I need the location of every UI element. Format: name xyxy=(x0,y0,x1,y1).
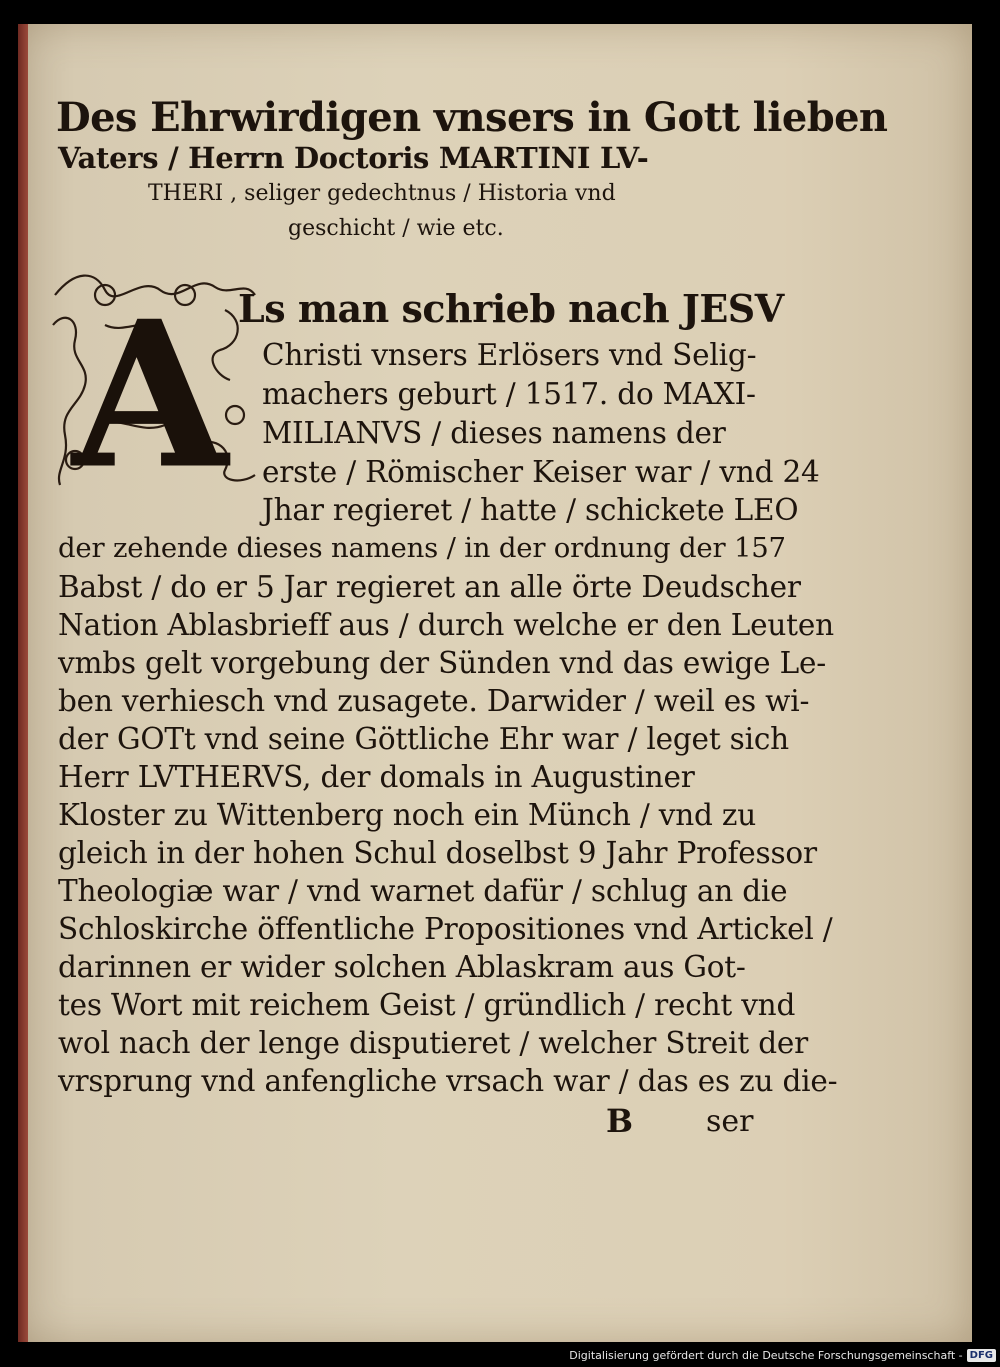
body-line-14: Kloster zu Wittenberg noch ein Münch / vnd zu xyxy=(58,798,757,832)
body-line-4: MILIANVS / dieses namens der xyxy=(262,416,726,450)
body-line-6: Jhar regieret / hatte / schickete LEO xyxy=(262,493,799,527)
body-line-5: erste / Römischer Keiser war / vnd 24 xyxy=(262,455,820,489)
body-line-8: Babst / do er 5 Jar regieret an alle örte Deudscher xyxy=(58,570,801,604)
heading-line-1: Des Ehrwirdigen vnsers in Gott lieben xyxy=(56,94,888,141)
body-line-10: vmbs gelt vorgebung der Sünden vnd das ewige Le- xyxy=(58,646,827,680)
body-line-18: darinnen er wider solchen Ablaskram aus Got- xyxy=(58,950,746,984)
heading-line-2: Vaters / Herrn Doctoris MARTINI LV- xyxy=(58,141,649,175)
body-line-19: tes Wort mit reichem Geist / gründlich / recht vnd xyxy=(58,988,796,1022)
drop-cap-letter: A xyxy=(72,278,228,490)
signature-mark: B xyxy=(606,1102,634,1140)
body-line-1: Ls man schrieb nach JESV xyxy=(238,286,784,331)
heading-line-3: THERI , seliger gedechtnus / Historia vnd xyxy=(148,181,616,206)
body-line-7: der zehende dieses namens / in der ordnung der 157 xyxy=(58,532,786,564)
catchword: ser xyxy=(706,1104,754,1139)
body-line-3: machers geburt / 1517. do MAXI- xyxy=(262,377,756,411)
body-line-20: wol nach der lenge disputieret / welcher Streit der xyxy=(58,1026,809,1060)
body-line-12: der GOTt vnd seine Göttliche Ehr war / leget sich xyxy=(58,722,789,756)
body-line-15: gleich in der hohen Schul doselbst 9 Jahr Professor xyxy=(58,836,817,870)
credit-text: Digitalisierung gefördert durch die Deutsche Forschungsgemeinschaft - xyxy=(569,1348,963,1362)
heading-line-4: geschicht / wie etc. xyxy=(288,216,504,241)
body-line-11: ben verhiesch vnd zusagete. Darwider / weil es wi- xyxy=(58,684,810,718)
digitization-credit xyxy=(569,1345,996,1365)
book-spine-edge xyxy=(18,24,28,1342)
dfg-logo: DFG xyxy=(967,1349,996,1362)
body-line-13: Herr LVTHERVS, der domals in Augustiner xyxy=(58,760,695,794)
decorated-initial-a xyxy=(45,265,260,490)
body-line-2: Christi vnsers Erlösers vnd Selig- xyxy=(262,338,757,372)
body-line-9: Nation Ablasbrieff aus / durch welche er den Leuten xyxy=(58,608,834,642)
body-line-21: vrsprung vnd anfengliche vrsach war / das es zu die- xyxy=(58,1064,838,1098)
body-line-17: Schloskirche öffentliche Propositiones vnd Artickel / xyxy=(58,912,833,946)
body-line-16: Theologiæ war / vnd warnet dafür / schlug an die xyxy=(58,874,788,908)
